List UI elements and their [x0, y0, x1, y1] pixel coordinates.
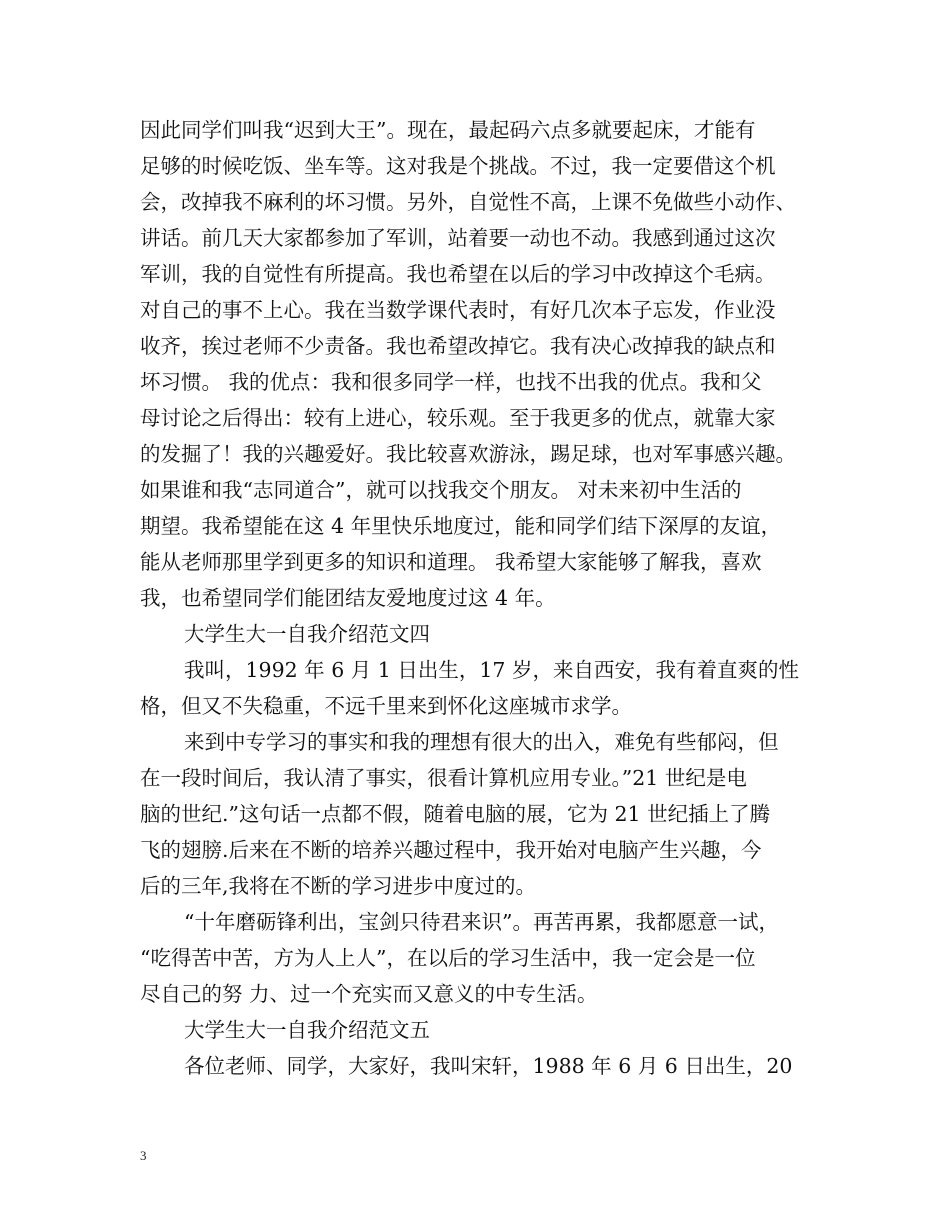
text-line: 因此同学们叫我“迟到大王”。现在，最起码六点多就要起床，才能有 — [140, 118, 756, 142]
paragraph-start: 我叫，1992 年 6 月 1 日出生，17 岁，来自西安，我有着直爽的性 — [184, 658, 799, 682]
text-line: 的发掘了！我的兴趣爱好。我比较喜欢游泳，踢足球，也对军事感兴趣。 — [140, 442, 796, 466]
paragraph-start: 来到中专学习的事实和我的理想有很大的出入，难免有些郁闷，但 — [184, 730, 779, 754]
text-line: “吃得苦中苦，方为人上人”，在以后的学习生活中，我一定会是一位 — [140, 946, 756, 970]
text-line: 收齐，挨过老师不少责备。我也希望改掉它。我有决心改掉我的缺点和 — [140, 334, 776, 358]
body-text — [140, 112, 830, 1084]
text-line: 会，改掉我不麻利的坏习惯。另外，自觉性不高，上课不免做些小动作、 — [140, 190, 796, 214]
text-line: 讲话。前几天大家都参加了军训，站着要一动也不动。我感到通过这次 — [140, 226, 776, 250]
text-line: 格，但又不失稳重，不远千里来到怀化这座城市求学。 — [140, 694, 632, 718]
text-line: 在一段时间后，我认清了事实，很看计算机应用专业。”21 世纪是电 — [140, 766, 747, 790]
section-heading: 大学生大一自我介绍范文四 — [184, 622, 430, 646]
text-line: 对自己的事不上心。我在当数学课代表时，有好几次本子忘发，作业没 — [140, 298, 776, 322]
text-line: 尽自己的努 力、过一个充实而又意义的中专生活。 — [140, 982, 598, 1006]
paragraph-start: “十年磨砺锋利出，宝剑只待君来识”。再苦再累，我都愿意一试， — [184, 910, 779, 934]
section-heading: 大学生大一自我介绍范文五 — [184, 1018, 430, 1042]
text-line: 坏习惯。 我的优点：我和很多同学一样，也找不出我的优点。我和父 — [140, 370, 762, 394]
text-line: 如果谁和我“志同道合”，就可以找我交个朋友。 对未来初中生活的 — [140, 478, 742, 502]
text-line: 期望。我希望能在这 4 年里快乐地度过，能和同学们结下深厚的友谊， — [140, 514, 782, 538]
text-line: 军训，我的自觉性有所提高。我也希望在以后的学习中改掉这个毛病。 — [140, 262, 776, 286]
text-line: 足够的时候吃饭、坐车等。这对我是个挑战。不过，我一定要借这个机 — [140, 154, 776, 178]
text-line: 飞的翅膀.后来在不断的培养兴趣过程中，我开始对电脑产生兴趣，今 — [140, 838, 762, 862]
page-number: 3 — [140, 1148, 147, 1163]
text-line: 我，也希望同学们能团结友爱地度过这 4 年。 — [140, 586, 556, 610]
text-line: 母讨论之后得出：较有上进心，较乐观。至于我更多的优点，就靠大家 — [140, 406, 776, 430]
text-line: 脑的世纪.”这句话一点都不假，随着电脑的展，它为 21 世纪插上了腾 — [140, 802, 771, 826]
text-line: 后的三年,我将在不断的学习进步中度过的。 — [140, 874, 537, 898]
text-line: 能从老师那里学到更多的知识和道理。 我希望大家能够了解我，喜欢 — [140, 550, 762, 574]
paragraph-start: 各位老师、同学，大家好，我叫宋轩，1988 年 6 月 6 日出生，20 — [184, 1054, 793, 1078]
